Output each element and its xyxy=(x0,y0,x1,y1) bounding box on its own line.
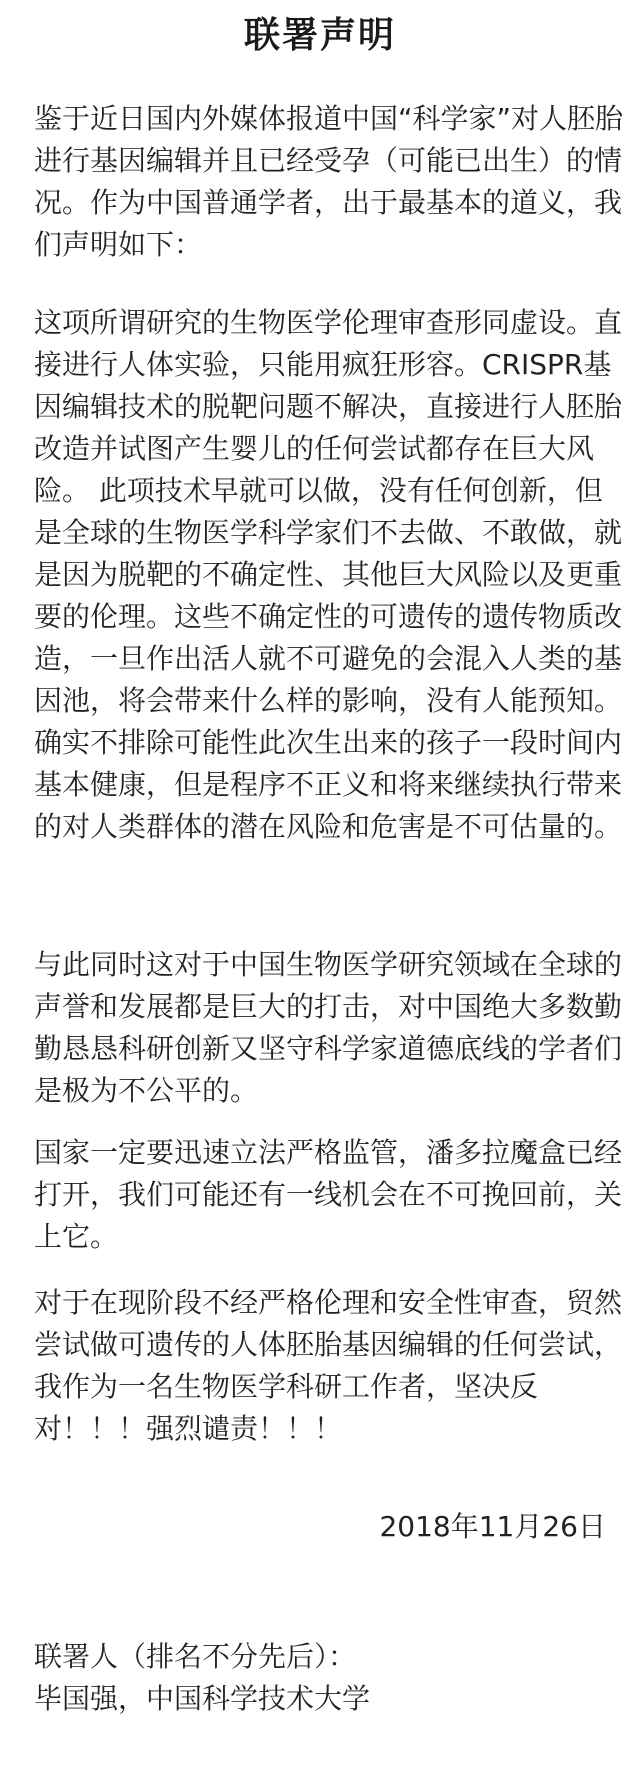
paragraph-line: 要的伦理。这些不确定性的可遗传的遗传物质改 xyxy=(34,600,623,633)
paragraph-line: 鉴于近日国内外媒体报道中国“科学家”对人胚胎 xyxy=(34,102,624,135)
paragraph-line: 对于在现阶段不经严格伦理和安全性审查，贸然 xyxy=(34,1286,623,1319)
paragraph-line: 我作为一名生物医学科研工作者，坚决反 xyxy=(34,1370,539,1403)
paragraph-line: 的对人类群体的潜在风险和危害是不可估量的。 xyxy=(34,810,623,843)
paragraph-1 xyxy=(34,98,624,266)
paragraph-line: 进行基因编辑并且已经受孕（可能已出生）的情 xyxy=(34,144,623,177)
paragraph-line: 是全球的生物医学科学家们不去做、不敢做，就 xyxy=(34,516,623,549)
paragraph-4 xyxy=(34,1132,624,1258)
signer-entry: 毕国强，中国科学技术大学 xyxy=(34,1682,371,1715)
paragraph-line: 是极为不公平的。 xyxy=(34,1074,259,1107)
paragraph-line: 接进行人体实验，只能用疯狂形容。CRISPR基 xyxy=(34,348,612,381)
paragraph-line: 对！！！强烈谴责！！！ xyxy=(34,1412,343,1445)
paragraph-line: 因池，将会带来什么样的影响，没有人能预知。 xyxy=(34,684,623,717)
paragraph-line: 勤恳恳科研创新又坚守科学家道德底线的学者们 xyxy=(34,1032,623,1065)
paragraph-line: 尝试做可遗传的人体胚胎基因编辑的任何尝试， xyxy=(34,1328,623,1361)
paragraph-line: 因编辑技术的脱靶问题不解决，直接进行人胚胎 xyxy=(34,390,623,423)
paragraph-line: 是因为脱靶的不确定性、其他巨大风险以及更重 xyxy=(34,558,623,591)
paragraph-line: 这项所谓研究的生物医学伦理审查形同虚设。直 xyxy=(34,306,623,339)
paragraph-line: 上它。 xyxy=(34,1220,119,1253)
paragraph-line: 造，一旦作出活人就不可避免的会混入人类的基 xyxy=(34,642,623,675)
paragraph-line: 改造并试图产生婴儿的任何尝试都存在巨大风 xyxy=(34,432,595,465)
statement-date: 2018年11月26日 xyxy=(379,1510,606,1543)
paragraph-line: 与此同时这对于中国生物医学研究领域在全球的 xyxy=(34,948,623,981)
paragraph-line: 况。作为中国普通学者，出于最基本的道义，我 xyxy=(34,186,623,219)
paragraph-line: 确实不排除可能性此次生出来的孩子一段时间内 xyxy=(34,726,623,759)
paragraph-line: 声誉和发展都是巨大的打击，对中国绝大多数勤 xyxy=(34,990,623,1023)
paragraph-2 xyxy=(34,302,624,848)
signers-heading: 联署人（排名不分先后）： xyxy=(34,1640,357,1673)
paragraph-5 xyxy=(34,1282,624,1450)
paragraph-line: 险。 此项技术早就可以做，没有任何创新，但 xyxy=(34,474,603,507)
paragraph-line: 基本健康，但是程序不正义和将来继续执行带来 xyxy=(34,768,623,801)
paragraph-3 xyxy=(34,944,624,1112)
paragraph-line: 打开，我们可能还有一线机会在不可挽回前，关 xyxy=(34,1178,623,1211)
paragraph-line: 国家一定要迅速立法严格监管，潘多拉魔盒已经 xyxy=(34,1136,623,1169)
signers-section xyxy=(34,1636,624,1720)
document-title: 联署声明 xyxy=(243,15,396,56)
paragraph-line: 们声明如下： xyxy=(34,228,203,261)
